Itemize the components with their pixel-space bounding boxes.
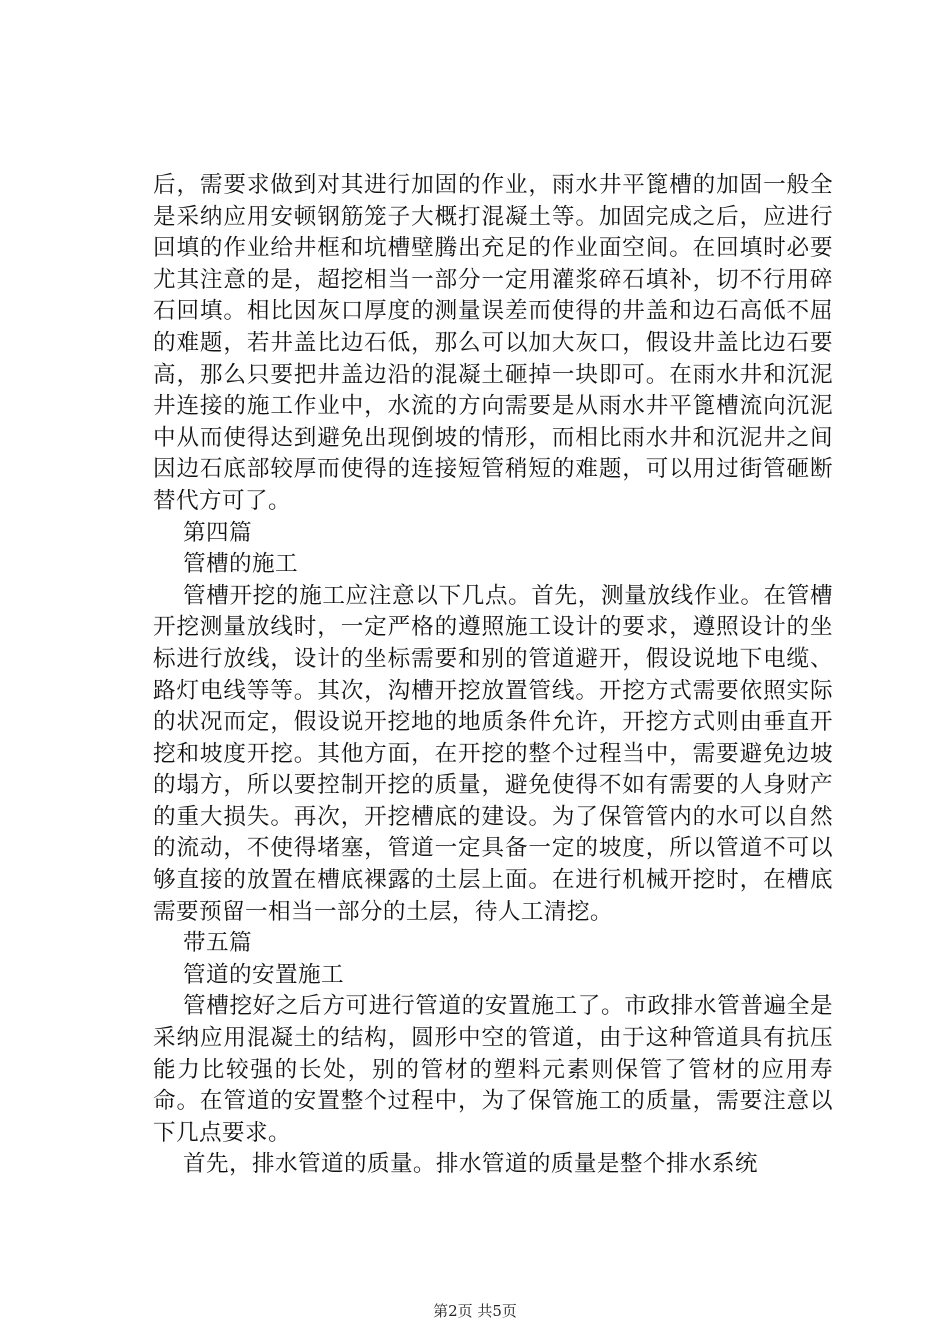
page-footer: 第2页 共5页	[433, 1302, 517, 1320]
section-title-pipe-trench: 管槽的施工	[183, 551, 298, 578]
body-paragraph-3: 管槽挖好之后方可进行管道的安置施工了。市政排水管普遍全是采纳应用混凝土的结构，圆形中空的管道，由于这种管道具有抗压能力比较强的长处，别的管材的塑料元素则保管了管材的应用寿命。在管道的安置整个过程中，为了保管施工的质量，需要注意以下几点要求。	[153, 993, 833, 1146]
section-heading-5: 带五篇	[183, 930, 252, 957]
body-paragraph-2: 管槽开挖的施工应注意以下几点。首先，测量放线作业。在管槽开挖测量放线时，一定严格的遵照施工设计的要求，遵照设计的坐标进行放线，设计的坐标需要和别的管道避开，假设说地下电缆、路灯电线等等。其次，沟槽开挖放置管线。开挖方式需要依照实际的状况而定，假设说开挖地的地质条件允许，开挖方式则由垂直开挖和坡度开挖。其他方面，在开挖的整个过程当中，需要避免边坡的塌方，所以要控制开挖的质量，避免使得不如有需要的人身财产的重大损失。再次，开挖槽底的建设。为了保管管内的水可以自然的流动，不使得堵塞，管道一定具备一定的坡度，所以管道不可以够直接的放置在槽底裸露的土层上面。在进行机械开挖时，在槽底需要预留一相当一部分的土层，待人工清挖。	[153, 582, 833, 925]
document-body	[153, 170, 833, 1181]
section-title-pipe-installation: 管道的安置施工	[183, 961, 344, 988]
body-paragraph-1: 后，需要求做到对其进行加固的作业，雨水井平篦槽的加固一般全是采纳应用安顿钢筋笼子大概打混凝土等。加固完成之后，应进行回填的作业给井框和坑槽壁腾出充足的作业面空间。在回填时必要尤其注意的是，超挖相当一部分一定用灌浆碎石填补，切不行用碎石回填。相比因灰口厚度的测量误差而使得的井盖和边石高低不屈的难题，若井盖比边石低，那么可以加大灰口，假设井盖比边石要高，那么只要把井盖边沿的混凝土砸掉一块即可。在雨水井和沉泥井连接的施工作业中，水流的方向需要是从雨水井平篦槽流向沉泥中从而使得达到避免出现倒坡的情形，而相比雨水井和沉泥井之间因边石底部较厚而使得的连接短管稍短的难题，可以用过街管砸断替代方可了。	[153, 172, 833, 514]
body-paragraph-4: 首先，排水管道的质量。排水管道的质量是整个排水系统	[183, 1151, 758, 1178]
section-heading-4: 第四篇	[183, 519, 252, 546]
